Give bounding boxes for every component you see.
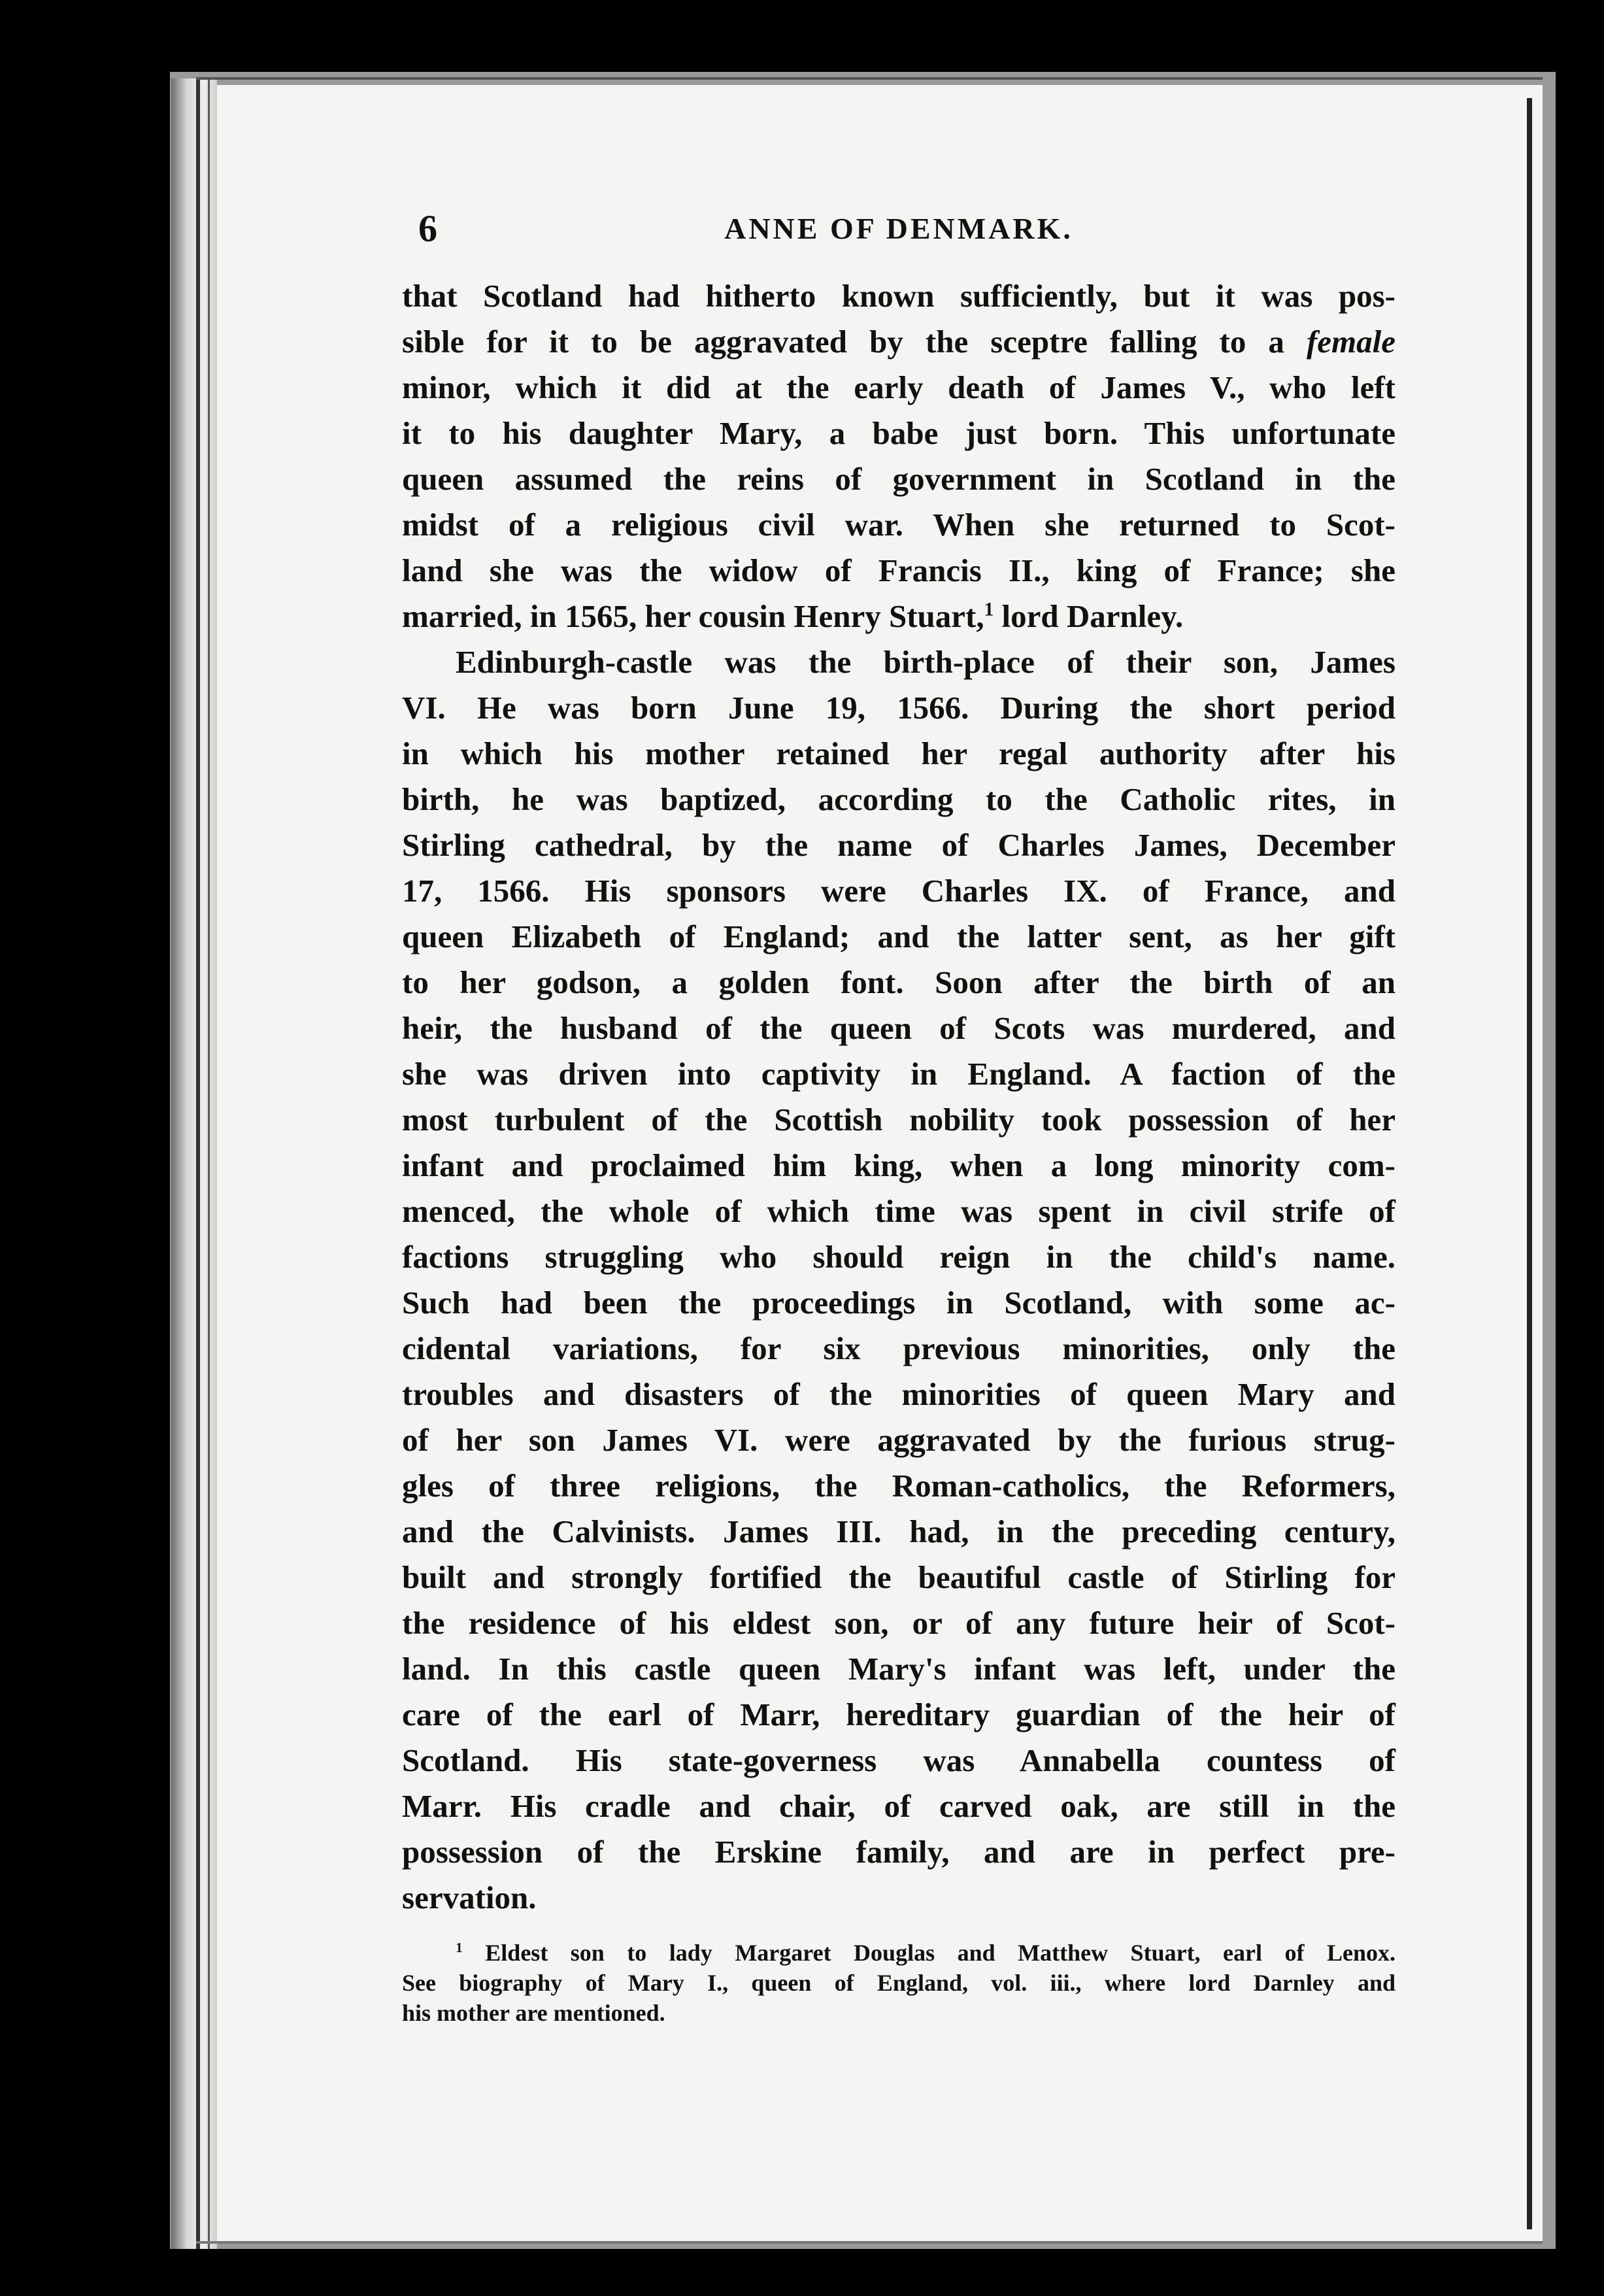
text-line: factions struggling who should reign in the child's name. [402,1239,1395,1275]
text-line: to her godson, a golden font. Soon after the birth of an [402,964,1395,1000]
text-line: Stirling cathedral, by the name of Charles James, December [402,827,1395,863]
text-line: menced, the whole of which time was spent in civil strife of [402,1193,1395,1229]
text-line: the residence of his eldest son, or of any future heir of Scot- [402,1605,1395,1641]
text-line: minor, which it did at the early death of James V., who left [402,369,1395,405]
text-line: possession of the Erskine family, and are in perfect pre- [402,1834,1395,1870]
text-line: of her son James VI. were aggravated by the furious strug- [402,1422,1395,1458]
text-run: Eldest son to lady Margaret Douglas and Matthew Stuart, earl of Lenox. [462,1940,1395,1966]
page-gutter [171,78,217,2249]
text-line: land. In this castle queen Mary's infant was left, under the [402,1651,1395,1687]
text-line: built and strongly fortified the beautiful castle of Stirling for [402,1559,1395,1595]
text-line: Marr. His cradle and chair, of carved oak, are still in the [402,1788,1395,1824]
text-line: cidental variations, for six previous minorities, only the [402,1330,1395,1366]
text-line: birth, he was baptized, according to the Catholic rites, in [402,781,1395,817]
page-number: 6 [418,207,437,250]
text-line [402,319,1395,365]
text-line: gles of three religions, the Roman-catholics, the Reformers, [402,1468,1395,1504]
text-line: care of the earl of Marr, hereditary guardian of the heir of [402,1697,1395,1732]
text-line: in which his mother retained her regal authority after his [402,735,1395,771]
text-line: it to his daughter Mary, a babe just born. This unfortunate [402,415,1395,451]
text-line: troubles and disasters of the minorities of queen Mary and [402,1376,1395,1412]
text-line: heir, the husband of the queen of Scots was murdered, and [402,1010,1395,1046]
text-run: lord Darnley. [994,598,1184,634]
page-bottom-edge [196,2241,1543,2244]
text-line: servation. [402,1880,537,1916]
text-line: that Scotland had hitherto known sufficiently, but it was pos- [402,278,1395,314]
text-line: 17, 1566. His sponsors were Charles IX. of France, and [402,873,1395,909]
page-right-edge [1527,98,1532,2229]
text-block [402,203,1395,2028]
text-line: VI. He was born June 19, 1566. During the short period [402,690,1395,726]
page-top-edge [196,77,1543,80]
text-line: she was driven into captivity in England. A faction of the [402,1056,1395,1092]
text-line [402,594,1395,639]
text-line: Such had been the proceedings in Scotland, with some ac- [402,1285,1395,1321]
gutter-line [196,78,200,2249]
text-line: and the Calvinists. James III. had, in the preceding century, [402,1513,1395,1549]
footnote-line [402,1938,1395,1968]
text-line: queen assumed the reins of government in Scotland in the [402,461,1395,497]
text-line: land she was the widow of Francis II., king of France; she [402,552,1395,588]
text-run: married, in 1565, her cousin Henry Stuart, [402,598,984,634]
footnote-line: See biography of Mary I., queen of England, vol. iii., where lord Darnley and [402,1970,1395,1996]
gutter-line-inner [208,78,210,2249]
text-line: midst of a religious civil war. When she returned to Scot- [402,507,1395,543]
text-line: Scotland. His state-governess was Annabella countess of [402,1742,1395,1778]
body-text [402,273,1395,1921]
footnote [402,1938,1395,2028]
running-head [402,203,1395,262]
footnote-line: his mother are mentioned. [402,2000,665,2026]
text-line: most turbulent of the Scottish nobility took possession of her [402,1102,1395,1138]
text-run: sible for it to be aggravated by the sceptre falling to a [402,324,1284,360]
footnote-marker: 1 [456,1940,463,1955]
running-title: ANNE OF DENMARK. [724,212,1073,245]
italic-word: female [1306,324,1396,360]
text-line: queen Elizabeth of England; and the latter sent, as her gift [402,919,1395,954]
text-line: infant and proclaimed him king, when a long minority com- [402,1147,1395,1183]
text-line: Edinburgh-castle was the birth-place of their son, James [456,644,1395,680]
footnote-marker: 1 [984,599,994,620]
